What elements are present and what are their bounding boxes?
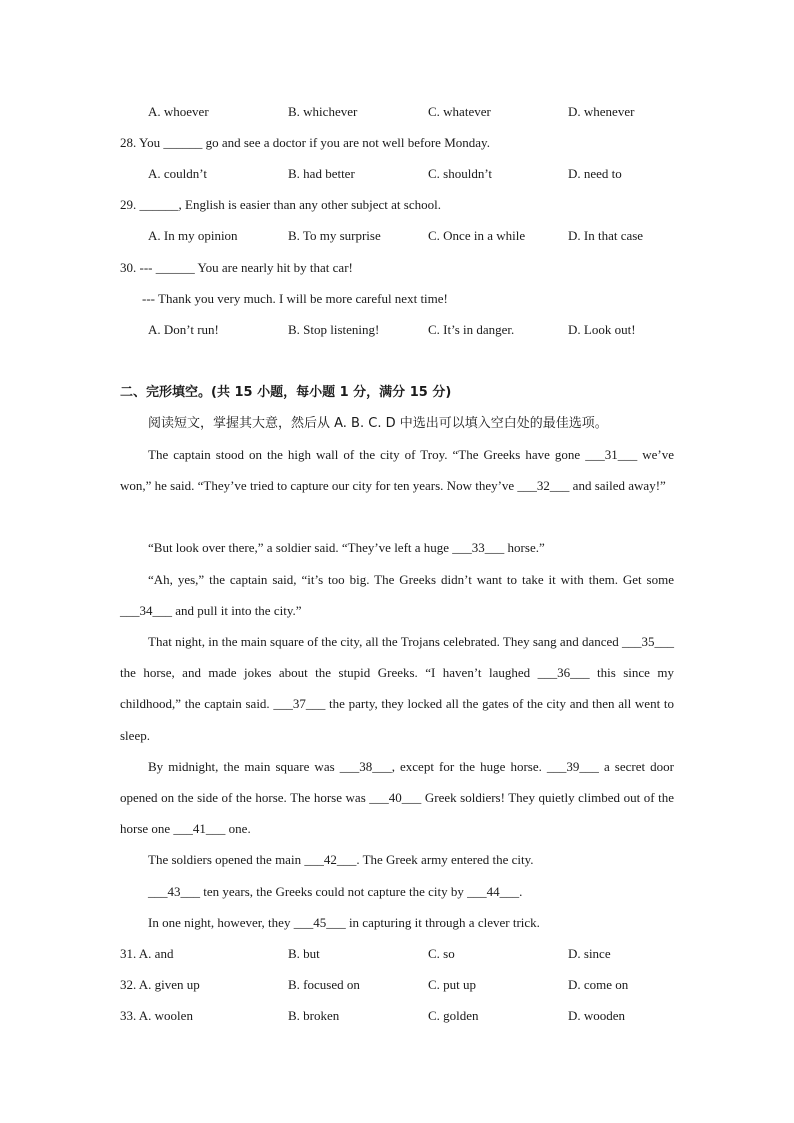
section-heading: 二、完形填空。(共 15 小题，每小题 1 分，满分 15 分) — [120, 385, 452, 400]
passage-paragraph-5-text: By midnight, the main square was ___38___, except for the huge horse. ___39___ a secret door opened on the side of the horse. The horse was ___40___ Greek soldiers! They quietly climbed out of the horse one ___41___ one. — [120, 759, 674, 837]
passage-paragraph-6 — [120, 844, 674, 875]
q33-option-b: B. broken — [288, 1008, 340, 1023]
q33-option-d: D. wooden — [568, 1008, 626, 1023]
passage-paragraph-3-text: “Ah, yes,” the captain said, “it’s too big. The Greeks didn’t want to take it with them. Get some ___34___ and pull it into the city.” — [120, 572, 674, 619]
q31-option-c: C. so — [428, 946, 455, 961]
passage-paragraph-4-text: That night, in the main square of the city, all the Trojans celebrated. They sang and danced ___35___ the horse, and made jokes about the stupid Greeks. “I haven’t laughed ___36___ this since my childhood,” the captain said. ___37___ the party, they locked all the gates of the city and then all went to sleep. — [120, 634, 675, 743]
q29-option-a: A. In my opinion — [148, 228, 238, 243]
passage-paragraph-3 — [120, 564, 674, 626]
passage-paragraph-8-text: In one night, however, they ___45___ in capturing it through a clever trick. — [148, 915, 540, 930]
q30-stem-reply: --- Thank you very much. I will be more careful next time! — [142, 291, 448, 306]
q31-option-b: B. but — [288, 946, 320, 961]
q29-stem: 29. ______, English is easier than any other subject at school. — [120, 197, 441, 212]
q31-option-d: D. since — [568, 946, 611, 961]
q32-option-a: 32. A. given up — [120, 977, 200, 992]
passage-paragraph-7 — [120, 876, 674, 907]
q27-option-a: A. whoever — [148, 104, 209, 119]
passage-paragraph-6-text: The soldiers opened the main ___42___. The Greek army entered the city. — [148, 852, 534, 867]
q30-option-d: D. Look out! — [568, 322, 636, 337]
passage-paragraph-1-text: The captain stood on the high wall of the city of Troy. “The Greeks have gone ___31___ we’ve won,” he said. “They’ve tried to capture our city for ten years. Now they’ve ___32___ and sailed away!” — [120, 447, 674, 494]
section-instruction: 阅读短文，掌握其大意，然后从 A. B. C. D 中选出可以填入空白处的最佳选项。 — [148, 416, 608, 431]
passage-paragraph-4 — [120, 626, 674, 751]
q30-option-c: C. It’s in danger. — [428, 322, 515, 337]
q30-stem: 30. --- ______ You are nearly hit by that car! — [120, 260, 353, 275]
q32-option-c: C. put up — [428, 977, 477, 992]
passage-paragraph-1 — [120, 439, 674, 501]
passage-paragraph-2-text: “But look over there,” a soldier said. “They’ve left a huge ___33___ horse.” — [148, 540, 545, 555]
q32-option-d: D. come on — [568, 977, 629, 992]
q30-option-a: A. Don’t run! — [148, 322, 219, 337]
q30-option-b: B. Stop listening! — [288, 322, 380, 337]
q31-option-a: 31. A. and — [120, 946, 174, 961]
q29-option-b: B. To my surprise — [288, 228, 381, 243]
passage-paragraph-2 — [120, 532, 674, 563]
q27-option-d: D. whenever — [568, 104, 635, 119]
q29-option-d: D. In that case — [568, 228, 644, 243]
passage-paragraph-7-text: ___43___ ten years, the Greeks could not capture the city by ___44___. — [148, 884, 523, 899]
q29-option-c: C. Once in a while — [428, 228, 526, 243]
passage-paragraph-5 — [120, 751, 674, 845]
q28-stem: 28. You ______ go and see a doctor if you are not well before Monday. — [120, 135, 490, 150]
q32-option-b: B. focused on — [288, 977, 360, 992]
passage-paragraph-8 — [120, 907, 674, 938]
q27-option-c: C. whatever — [428, 104, 491, 119]
q28-option-a: A. couldn’t — [148, 166, 207, 181]
q28-option-d: D. need to — [568, 166, 622, 181]
q28-option-c: C. shouldn’t — [428, 166, 493, 181]
q28-option-b: B. had better — [288, 166, 355, 181]
q33-option-c: C. golden — [428, 1008, 479, 1023]
q27-option-b: B. whichever — [288, 104, 358, 119]
q33-option-a: 33. A. woolen — [120, 1008, 193, 1023]
